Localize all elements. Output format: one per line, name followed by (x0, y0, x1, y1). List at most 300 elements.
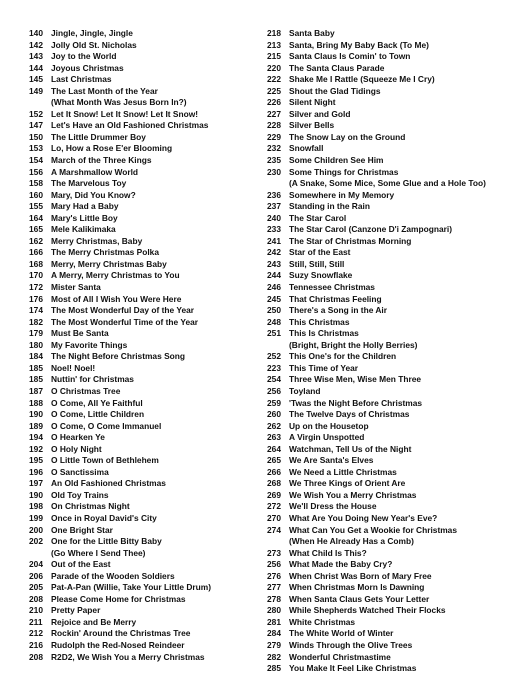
song-entry (267, 51, 519, 63)
song-title: Watchman, Tell Us of the Night (289, 443, 412, 454)
song-title: What Are You Doing New Year's Eve? (289, 512, 438, 523)
song-title-block (289, 455, 373, 467)
song-title-block (51, 501, 130, 513)
song-title: The Star of Christmas Morning (289, 235, 412, 246)
page-number: 248 (267, 316, 281, 327)
song-title-block (51, 582, 211, 594)
song-title: The Last Month of the Year (51, 85, 158, 96)
song-entry (29, 571, 259, 583)
song-entry (267, 259, 519, 271)
song-entry (29, 40, 259, 52)
song-entry (29, 305, 259, 317)
song-entry (267, 40, 519, 52)
song-entry (29, 74, 259, 86)
song-title-block (51, 86, 187, 109)
song-entry (267, 582, 519, 594)
song-title-block (289, 363, 358, 375)
song-entry (267, 282, 519, 294)
song-title-block (289, 143, 323, 155)
page-number: 194 (29, 432, 43, 443)
song-title-block (51, 317, 198, 329)
song-title-block (289, 213, 346, 225)
page-number: 156 (29, 166, 43, 177)
song-title: We'll Dress the House (289, 501, 377, 512)
page-number: 204 (29, 559, 43, 570)
song-entry (29, 363, 259, 375)
page-number: 164 (29, 212, 43, 223)
song-title-block (51, 640, 185, 652)
page-number: 243 (267, 258, 281, 269)
page-number: 278 (267, 593, 281, 604)
song-title: Shout the Glad Tidings (289, 85, 381, 96)
song-entry (29, 478, 259, 490)
song-entry (29, 51, 259, 63)
song-title-block (289, 617, 355, 629)
song-title: Up on the Housetop (289, 420, 369, 431)
page-number: 270 (267, 512, 281, 523)
song-title: While Shepherds Watched Their Flocks (289, 605, 446, 616)
song-title: O Christmas Tree (51, 385, 121, 396)
song-title: The Twelve Days of Christmas (289, 409, 410, 420)
page-number: 179 (29, 328, 43, 339)
song-index-right-column (267, 28, 519, 675)
song-title-block (289, 132, 405, 144)
song-title-block (51, 109, 198, 121)
song-entry (267, 86, 519, 98)
song-title: This Time of Year (289, 362, 359, 373)
page-number: 285 (267, 663, 281, 674)
song-title-block (51, 421, 161, 433)
song-index-left-column (29, 28, 259, 663)
song-title: Mele Kalikimaka (51, 224, 116, 235)
page-number: 254 (267, 374, 281, 385)
song-title: Mary Had a Baby (51, 201, 119, 212)
song-title: Three Wise Men, Wise Men Three (289, 374, 422, 385)
song-entry (29, 640, 259, 652)
song-entry (267, 74, 519, 86)
page-number: 192 (29, 443, 43, 454)
page-number: 250 (267, 305, 281, 316)
song-entry (267, 120, 519, 132)
page-number: 215 (267, 51, 281, 62)
page-number: 158 (29, 178, 43, 189)
song-title-block (289, 432, 364, 444)
song-title-block (289, 259, 344, 271)
song-title: Some Children See Him (289, 155, 384, 166)
song-title-block (289, 525, 457, 548)
song-entry (29, 190, 259, 202)
song-entry (267, 628, 519, 640)
song-title-block (289, 594, 429, 606)
song-title: Joy to the World (51, 51, 117, 62)
song-title-block (51, 525, 113, 537)
song-entry (267, 143, 519, 155)
song-entry (267, 247, 519, 259)
song-title-block (51, 201, 119, 213)
song-title: Merry, Merry Christmas Baby (51, 258, 167, 269)
song-title: Pretty Paper (51, 605, 101, 616)
page-number: 276 (267, 570, 281, 581)
page-number: 268 (267, 478, 281, 489)
song-entry (29, 444, 259, 456)
song-title: Somewhere in My Memory (289, 189, 395, 200)
page-number: 208 (29, 593, 43, 604)
song-title-block (289, 109, 350, 121)
song-entry (29, 594, 259, 606)
song-title-block (51, 478, 166, 490)
song-title: Snowfall (289, 143, 324, 154)
page-number: 168 (29, 258, 43, 269)
page-number: 274 (267, 524, 281, 535)
song-title: This Is Christmas (289, 328, 359, 339)
song-title-block (51, 74, 112, 86)
song-title: An Old Fashioned Christmas (51, 478, 166, 489)
song-subtitle: (A Snake, Some Mice, Some Glue and a Hole Too) (289, 178, 486, 189)
song-title-block (289, 467, 397, 479)
song-title-block (51, 386, 120, 398)
song-title-block (51, 398, 143, 410)
song-title-block (289, 398, 422, 410)
song-title: Star of the East (289, 247, 351, 258)
page-number: 242 (267, 247, 281, 258)
song-entry (267, 594, 519, 606)
song-entry (29, 167, 259, 179)
song-title-block (51, 605, 100, 617)
song-entry (29, 155, 259, 167)
song-entry (29, 409, 259, 421)
song-title: What Can You Get a Wookie for Christmas (289, 524, 457, 535)
song-title-block (51, 652, 205, 664)
song-title: Standing in the Rain (289, 201, 370, 212)
page-number: 263 (267, 432, 281, 443)
song-title-block (51, 455, 159, 467)
song-entry (267, 97, 519, 109)
song-title: The Night Before Christmas Song (51, 351, 186, 362)
page-number: 237 (267, 201, 281, 212)
song-title: Must Be Santa (51, 328, 109, 339)
page-number: 260 (267, 409, 281, 420)
page-number: 155 (29, 201, 43, 212)
song-title-block (51, 282, 101, 294)
page-number: 149 (29, 85, 43, 96)
song-title-block (289, 501, 376, 513)
song-title: Mister Santa (51, 282, 101, 293)
page-number: 236 (267, 189, 281, 200)
song-title-block (289, 317, 350, 329)
page-number: 185 (29, 374, 43, 385)
page-number: 256 (267, 385, 281, 396)
page-number: 277 (267, 582, 281, 593)
song-title-block (51, 270, 180, 282)
song-entry (29, 178, 259, 190)
song-title-block (289, 351, 396, 363)
song-entry (29, 201, 259, 213)
song-title: Merry Christmas, Baby (51, 235, 143, 246)
page-number: 225 (267, 85, 281, 96)
song-entry (29, 213, 259, 225)
song-entry (267, 652, 519, 664)
page-number: 165 (29, 224, 43, 235)
song-entry (267, 63, 519, 75)
song-title: White Christmas (289, 616, 356, 627)
song-title: This Christmas (289, 316, 350, 327)
page-number: 235 (267, 155, 281, 166)
song-title-block (51, 294, 181, 306)
song-entry (29, 328, 259, 340)
page-number: 222 (267, 74, 281, 85)
song-title-block (289, 247, 350, 259)
song-title: What Made the Baby Cry? (289, 559, 393, 570)
page-number: 170 (29, 270, 43, 281)
song-title-block (289, 490, 416, 502)
page-number: 160 (29, 189, 43, 200)
song-title: A Marshmallow World (51, 166, 139, 177)
song-title-block (289, 374, 421, 386)
song-title: O Sanctissima (51, 466, 109, 477)
song-title: We Need a Little Christmas (289, 466, 397, 477)
song-title-block (51, 51, 116, 63)
song-entry (29, 247, 259, 259)
song-title: March of the Three Kings (51, 155, 152, 166)
song-title-block (51, 236, 142, 248)
page-number: 227 (267, 108, 281, 119)
song-title: We Three Kings of Orient Are (289, 478, 406, 489)
song-entry (29, 270, 259, 282)
page-number: 262 (267, 420, 281, 431)
song-title: O Come, O Come Immanuel (51, 420, 162, 431)
song-title-block (51, 143, 172, 155)
page-number: 188 (29, 397, 43, 408)
song-entry (29, 143, 259, 155)
song-title: 'Twas the Night Before Christmas (289, 397, 423, 408)
song-subtitle: (When He Already Has a Comb) (289, 536, 414, 547)
song-entry (267, 317, 519, 329)
song-title: Rejoice and Be Merry (51, 616, 137, 627)
song-title: The Star Carol (289, 212, 347, 223)
song-entry (267, 421, 519, 433)
page-number: 199 (29, 512, 43, 523)
song-title: Still, Still, Still (289, 258, 345, 269)
page-number: 143 (29, 51, 43, 62)
page-number: 266 (267, 466, 281, 477)
page-number: 229 (267, 131, 281, 142)
song-entry (29, 282, 259, 294)
song-entry (29, 617, 259, 629)
page-number: 162 (29, 235, 43, 246)
page-number: 153 (29, 143, 43, 154)
song-title-block (289, 421, 369, 433)
song-entry (29, 628, 259, 640)
song-entry (29, 351, 259, 363)
song-entry (267, 270, 519, 282)
song-title-block (289, 282, 375, 294)
song-title: You Make It Feel Like Christmas (289, 663, 417, 674)
page-number: 213 (267, 39, 281, 50)
song-title: The Little Drummer Boy (51, 131, 146, 142)
song-title: Tennessee Christmas (289, 282, 375, 293)
page-number: 233 (267, 224, 281, 235)
page-number: 166 (29, 247, 43, 258)
song-entry (267, 525, 519, 548)
song-title-block (51, 628, 190, 640)
song-entry (29, 224, 259, 236)
song-title: O Little Town of Bethlehem (51, 455, 159, 466)
page-number: 174 (29, 305, 43, 316)
song-title: The Santa Claus Parade (289, 62, 385, 73)
song-title: Santa Baby (289, 28, 335, 38)
song-title-block (289, 167, 486, 190)
song-entry (267, 467, 519, 479)
song-entry (29, 652, 259, 664)
song-entry (29, 340, 259, 352)
page-number: 230 (267, 166, 281, 177)
song-title: O Hearken Ye (51, 432, 105, 443)
song-title: Mary, Did You Know? (51, 189, 136, 200)
page-number: 264 (267, 443, 281, 454)
page-number: 197 (29, 478, 43, 489)
song-title: Jingle, Jingle, Jingle (51, 28, 133, 38)
song-title-block (289, 120, 334, 132)
song-title-block (51, 305, 194, 317)
page-number: 200 (29, 524, 43, 535)
page-number: 252 (267, 351, 281, 362)
song-title-block (289, 628, 393, 640)
song-title: Jolly Old St. Nicholas (51, 39, 137, 50)
page-number: 180 (29, 339, 43, 350)
song-entry (267, 201, 519, 213)
song-entry (29, 432, 259, 444)
song-title: On Christmas Night (51, 501, 130, 512)
song-title: Wonderful Christmastime (289, 651, 391, 662)
song-title: What Child Is This? (289, 547, 367, 558)
song-title: Rockin' Around the Christmas Tree (51, 628, 191, 639)
song-title-block (51, 536, 162, 559)
song-title: Shake Me I Rattle (Squeeze Me I Cry) (289, 74, 435, 85)
song-title-block (289, 155, 383, 167)
page-number: 240 (267, 212, 281, 223)
song-title: Santa Claus Is Comin' to Town (289, 51, 411, 62)
song-title: One for the Little Bitty Baby (51, 536, 162, 547)
page-number: 273 (267, 547, 281, 558)
page-number: 210 (29, 605, 43, 616)
song-entry (267, 224, 519, 236)
song-title: A Merry, Merry Christmas to You (51, 270, 180, 281)
song-title-block (289, 409, 409, 421)
song-title-block (51, 178, 126, 190)
song-title-block (289, 652, 391, 664)
song-title-block (289, 444, 411, 456)
page-number: 232 (267, 143, 281, 154)
song-title-block (51, 374, 134, 386)
song-entry (267, 605, 519, 617)
song-title-block (289, 97, 336, 109)
song-title: Silent Night (289, 97, 336, 108)
song-title-block (289, 236, 411, 248)
song-title-block (51, 617, 136, 629)
song-entry (267, 363, 519, 375)
song-title-block (289, 582, 424, 594)
song-entry (267, 294, 519, 306)
song-title-block (289, 224, 452, 236)
song-title: This One's for the Children (289, 351, 397, 362)
song-entry (29, 28, 259, 40)
song-title: Rudolph the Red-Nosed Reindeer (51, 639, 185, 650)
song-title-block (51, 559, 111, 571)
song-title: Some Things for Christmas (289, 166, 399, 177)
song-subtitle: (Bright, Bright the Holly Berries) (289, 339, 418, 350)
song-title-block (51, 247, 159, 259)
page-number: 189 (29, 420, 43, 431)
page-number: 206 (29, 570, 43, 581)
page-number: 182 (29, 316, 43, 327)
song-entry (267, 213, 519, 225)
song-entry (267, 374, 519, 386)
page-number: 259 (267, 397, 281, 408)
song-title-block (289, 28, 335, 40)
song-title: Suzy Snowflake (289, 270, 353, 281)
song-title-block (289, 305, 387, 317)
page-number: 202 (29, 536, 43, 547)
song-title: Let's Have an Old Fashioned Christmas (51, 120, 209, 131)
song-title: The Most Wonderful Time of the Year (51, 316, 199, 327)
song-title-block (51, 363, 95, 375)
song-title-block (51, 571, 175, 583)
page-number: 220 (267, 62, 281, 73)
page-number: 284 (267, 628, 281, 639)
page-number: 281 (267, 616, 281, 627)
song-title: We Wish You a Merry Christmas (289, 489, 417, 500)
song-title-block (289, 663, 416, 675)
song-title-block (289, 51, 410, 63)
song-title-block (51, 132, 146, 144)
song-title-block (289, 559, 392, 571)
song-title-block (289, 513, 437, 525)
song-title-block (289, 294, 382, 306)
song-title-block (289, 201, 370, 213)
song-title: Joyous Christmas (51, 62, 124, 73)
song-title-block (51, 513, 157, 525)
song-entry (29, 120, 259, 132)
page-number: 172 (29, 282, 43, 293)
song-title-block (51, 213, 118, 225)
song-title-block (289, 478, 405, 490)
song-title: The Most Wonderful Day of the Year (51, 305, 195, 316)
page-number: 147 (29, 120, 43, 131)
page-number: 152 (29, 108, 43, 119)
song-title: Noel! Noel! (51, 362, 96, 373)
song-title-block (51, 340, 127, 352)
song-entry (29, 236, 259, 248)
page-number: 228 (267, 120, 281, 131)
song-entry (29, 536, 259, 559)
song-title: The Star Carol (Canzone D'i Zampognari) (289, 224, 452, 235)
song-title-block (51, 328, 109, 340)
page-number: 216 (29, 639, 43, 650)
song-title: Let It Snow! Let It Snow! Let It Snow! (51, 108, 199, 119)
page-number: 256 (267, 559, 281, 570)
song-subtitle: (Go Where I Send Thee) (51, 547, 146, 558)
song-title-block (289, 40, 429, 52)
song-entry (29, 455, 259, 467)
song-entry (29, 398, 259, 410)
song-title: O Holy Night (51, 443, 102, 454)
page-number: 145 (29, 74, 43, 85)
page-number: 190 (29, 489, 43, 500)
page-number: 176 (29, 293, 43, 304)
song-entry (267, 409, 519, 421)
song-entry (267, 386, 519, 398)
song-title: Mary's Little Boy (51, 212, 118, 223)
